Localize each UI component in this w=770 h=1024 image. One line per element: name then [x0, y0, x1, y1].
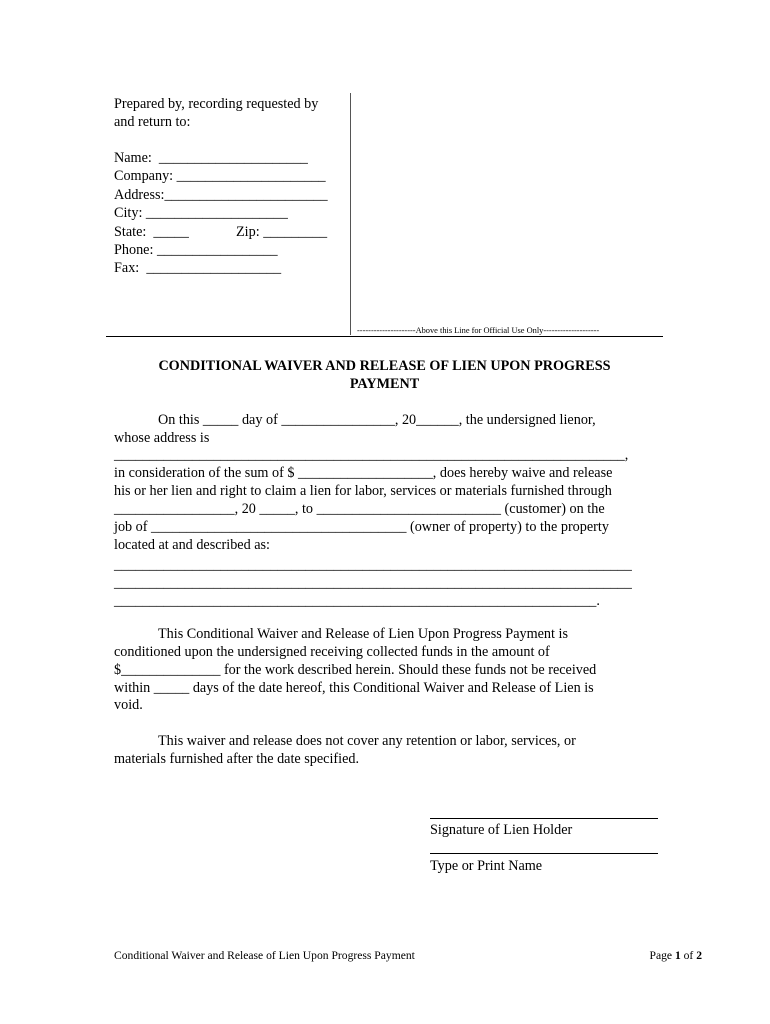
footer-doc-title: Conditional Waiver and Release of Lien Upon Progress Payment	[114, 949, 415, 962]
official-use-note: ---------------------Above this Line for Official Use Only--------------------	[357, 326, 600, 335]
para2-line-4[interactable]: within _____ days of the date hereof, this Conditional Waiver and Release of Lien is	[114, 680, 594, 696]
prepared-by-line1: Prepared by, recording requested by	[114, 96, 319, 112]
property-description-line-2[interactable]: _________________________________________________________________________	[114, 575, 632, 591]
company-field[interactable]: Company: _____________________	[114, 168, 326, 184]
property-description-line-3[interactable]: ____________________________________________________________________.	[114, 593, 600, 609]
header-horizontal-divider	[106, 336, 663, 337]
address-field[interactable]: Address:_______________________	[114, 187, 328, 203]
title-line-2: PAYMENT	[349, 376, 420, 392]
document-title	[106, 357, 663, 393]
para1-line-6[interactable]: _________________, 20 _____, to __________________________ (customer) on the	[114, 501, 605, 517]
name-field[interactable]: Name: _____________________	[114, 150, 308, 166]
para3-line-2: materials furnished after the date specified.	[114, 751, 360, 767]
phone-field[interactable]: Phone: _________________	[114, 242, 278, 258]
fax-field[interactable]: Fax: ___________________	[114, 260, 282, 276]
state-field[interactable]: State: _____	[114, 224, 189, 240]
para1-line-3[interactable]: ________________________________________________________________________,	[114, 447, 629, 463]
para2-line-5: void.	[114, 697, 143, 713]
city-field[interactable]: City: ____________________	[114, 205, 288, 221]
para2-line-2: conditioned upon the undersigned receiving collected funds in the amount of	[114, 644, 550, 660]
para2-line-1: This Conditional Waiver and Release of Lien Upon Progress Payment is	[158, 626, 568, 642]
page-current: 1	[674, 949, 681, 962]
header-vertical-divider	[350, 93, 351, 335]
signature-label: Signature of Lien Holder	[430, 822, 573, 838]
prepared-by-line2: and return to:	[114, 114, 191, 130]
para1-line-4[interactable]: in consideration of the sum of $ ___________________, does hereby waive and release	[114, 465, 613, 481]
title-line-1: CONDITIONAL WAIVER AND RELEASE OF LIEN UPON PROGRESS	[158, 358, 611, 374]
para1-line-7[interactable]: job of ____________________________________ (owner of property) to the property	[114, 519, 609, 535]
zip-field[interactable]: Zip: _________	[236, 224, 328, 240]
signature-line[interactable]	[430, 818, 658, 819]
para1-line-8: located at and described as:	[114, 537, 270, 553]
para1-line-1: On this _____ day of ________________, 20______, the undersigned lienor,	[158, 412, 596, 428]
print-name-line[interactable]	[430, 853, 658, 854]
print-name-label: Type or Print Name	[430, 858, 543, 874]
para3-line-1: This waiver and release does not cover any retention or labor, services, or	[158, 733, 576, 749]
property-description-line-1[interactable]: _________________________________________________________________________	[114, 557, 632, 573]
para2-line-3[interactable]: $______________ for the work described herein. Should these funds not be received	[114, 662, 597, 678]
page-prefix: Page	[649, 949, 675, 962]
page-indicator	[650, 949, 703, 963]
para1-line-2: whose address is	[114, 430, 210, 446]
page-of: of	[680, 949, 697, 962]
para1-line-5: his or her lien and right to claim a lien for labor, services or materials furnished through	[114, 483, 612, 499]
page-total: 2	[696, 949, 702, 962]
